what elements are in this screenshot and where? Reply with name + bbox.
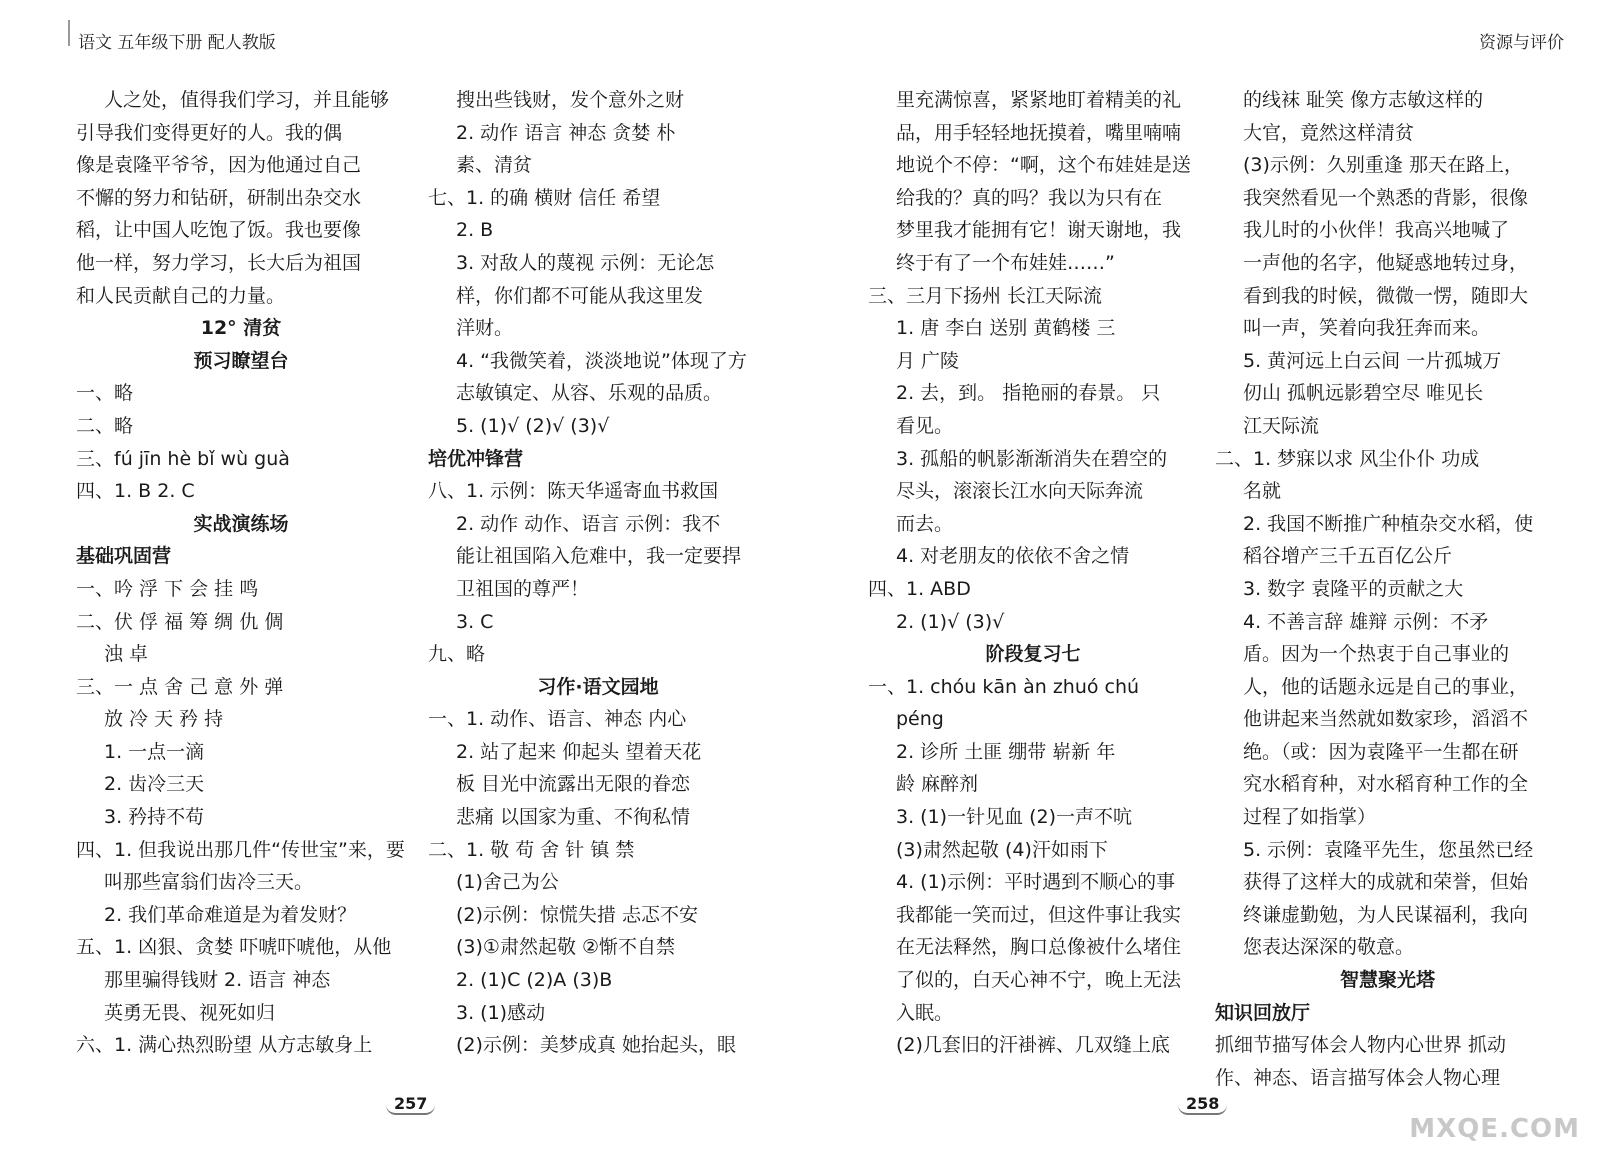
column-4 — [1215, 84, 1560, 1094]
text-line: 一声他的名字，他疑惑地转过身， — [1243, 251, 1529, 274]
text-line: 和人民贡献自己的力量。 — [76, 284, 286, 307]
text-line: 人之处，值得我们学习，并且能够 — [104, 89, 390, 111]
text-line: 作、神态、语言描写体会人物心理 — [1215, 1066, 1501, 1089]
text-line: 里充满惊喜，紧紧地盯着精美的礼 — [896, 89, 1182, 111]
text-line: 他讲起来当然就如数家珍，滔滔不 — [1243, 708, 1529, 731]
page-number-right: 258 — [1178, 1094, 1227, 1115]
text-line: 叫那些富翁们齿冷三天。 — [104, 871, 314, 894]
text-line: 板 目光中流露出无限的眷恋 — [456, 773, 691, 796]
text-line: 七、1. 的确 横财 信任 希望 — [428, 186, 661, 209]
text-line: 三、fú jīn hè bǐ wù guà — [76, 447, 290, 470]
text-line: 终于有了一个布娃娃……” — [896, 251, 1115, 274]
text-line: 12° 清贫 — [200, 317, 282, 340]
text-line: 5. 示例：袁隆平先生，您虽然已经 — [1243, 838, 1534, 861]
column-3 — [868, 84, 1198, 1062]
text-line: 看到我的时候，微微一愣，随即大 — [1243, 284, 1529, 307]
text-line: 2. B — [456, 219, 494, 242]
text-line: 叫一声，笑着向我狂奔而来。 — [1243, 317, 1491, 340]
text-line: 3. (1)感动 — [456, 1001, 546, 1024]
text-line: 抓细节描写体会人物内心世界 抓动 — [1215, 1034, 1507, 1057]
text-line: 志敏镇定、从容、乐观的品质。 — [456, 382, 723, 405]
text-line: 四、1. ABD — [868, 577, 971, 600]
text-line: 阶段复习七 — [985, 643, 1081, 666]
text-line: (3)示例：久别重逢 那天在路上， — [1243, 154, 1523, 177]
text-line: 4. “我微笑着，淡淡地说”体现了方 — [456, 349, 747, 372]
text-line: 过程了如指掌） — [1243, 806, 1377, 829]
text-line: 品，用手轻轻地抚摸着，嘴里喃喃 — [896, 121, 1182, 144]
text-line: 梦里我才能拥有它！谢天谢地，我 — [896, 219, 1182, 242]
text-line: 八、1. 示例：陈天华遥寄血书救国 — [428, 480, 719, 503]
text-line: 月 广陵 — [896, 349, 960, 372]
text-line: (2)示例：惊慌失措 忐忑不安 — [456, 903, 698, 926]
text-line: 3. C — [456, 610, 494, 633]
text-line: 一、吟 浮 下 会 挂 鸣 — [76, 577, 259, 600]
text-line: 九、略 — [428, 643, 486, 666]
text-line: 一、1. chóu kān àn zhuó chú — [868, 675, 1140, 698]
text-line: 放 冷 天 矜 持 — [104, 708, 224, 731]
text-line: 1. 唐 李白 送别 黄鹤楼 三 — [896, 317, 1116, 340]
text-line: 而去。 — [896, 512, 954, 535]
text-line: 2. (1)√ (3)√ — [896, 610, 1005, 633]
text-line: 2. 动作 语言 神态 贪婪 朴 — [456, 121, 676, 144]
text-line: péng — [896, 708, 944, 731]
text-line: 您表达深深的敬意。 — [1243, 936, 1415, 959]
text-line: 2. 诊所 土匪 绷带 崭新 年 — [896, 740, 1116, 763]
text-line: 我儿时的小伙伴！我高兴地喊了 — [1243, 219, 1510, 242]
text-line: 大官，竟然这样清贫 — [1243, 121, 1415, 144]
text-line: 预习瞭望台 — [193, 349, 289, 372]
text-line: (3)①肃然起敬 ②惭不自禁 — [456, 936, 676, 959]
text-line: 人，他的话题永远是自己的事业， — [1243, 675, 1529, 698]
header-divider — [68, 20, 70, 46]
text-line: 基础巩固营 — [76, 545, 172, 568]
text-line: 英勇无畏、视死如归 — [104, 1001, 276, 1024]
text-line: 不懈的努力和钻研，研制出杂交水 — [76, 186, 362, 209]
text-line: (2)示例：美梦成真 她抬起头，眼 — [456, 1034, 736, 1057]
text-line: 二、1. 梦寐以求 风尘仆仆 功成 — [1215, 447, 1480, 470]
text-line: 那里骗得钱财 2. 语言 神态 — [104, 969, 331, 992]
text-line: 尽头，滚滚长江水向天际奔流 — [896, 480, 1144, 503]
text-line: 地说个不停：“啊，这个布娃娃是送 — [896, 154, 1191, 177]
text-line: 卫祖国的尊严！ — [456, 577, 590, 600]
text-line: 2. 我国不断推广种植杂交水稻，使 — [1243, 512, 1534, 535]
text-line: 绝。（或：因为袁隆平一生都在研 — [1243, 740, 1519, 763]
text-line: 六、1. 满心热烈盼望 从方志敏身上 — [76, 1034, 373, 1057]
text-line: 3. (1)一针见血 (2)一声不吭 — [896, 806, 1133, 829]
text-line: 智慧聚光塔 — [1339, 969, 1435, 992]
text-line: 入眠。 — [896, 1001, 954, 1024]
text-line: 二、1. 敬 苟 舍 针 镇 禁 — [428, 838, 635, 861]
text-line: 仞山 孤帆远影碧空尽 唯见长 — [1243, 382, 1484, 405]
column-2 — [428, 84, 768, 1062]
text-line: 搜出些钱财，发个意外之财 — [456, 89, 685, 111]
text-line: 样，你们都不可能从我这里发 — [456, 284, 704, 307]
text-line: 1. 一点一滴 — [104, 740, 205, 763]
text-line: 洋财。 — [456, 317, 514, 340]
text-line: 习作·语文园地 — [537, 675, 659, 698]
text-line: 2. 齿冷三天 — [104, 773, 205, 796]
text-line: 了似的，白天心神不宁，晚上无法 — [896, 969, 1182, 992]
text-line: (2)几套旧的汗褂裤、几双缝上底 — [896, 1034, 1170, 1057]
text-line: 2. 去，到。 指艳丽的春景。 只 — [896, 382, 1161, 405]
text-line: 三、一 点 舍 己 意 外 弹 — [76, 675, 284, 698]
text-line: 2. (1)C (2)A (3)B — [456, 969, 613, 992]
text-line: 浊 卓 — [104, 643, 149, 666]
text-line: (3)肃然起敬 (4)汗如雨下 — [896, 838, 1108, 861]
text-line: 一、略 — [76, 382, 134, 405]
text-line: 究水稻育种，对水稻育种工作的全 — [1243, 773, 1529, 796]
text-line: 我突然看见一个熟悉的背影，很像 — [1243, 186, 1529, 209]
text-line: 稻，让中国人吃饱了饭。我也要像 — [76, 219, 362, 242]
text-line: 3. 孤船的帆影渐渐消失在碧空的 — [896, 447, 1168, 470]
watermark-logo: MXQE.COM — [1409, 1114, 1580, 1144]
text-line: (1)舍己为公 — [456, 871, 559, 894]
text-line: 一、1. 动作、语言、神态 内心 — [428, 708, 687, 731]
text-line: 龄 麻醉剂 — [896, 773, 979, 796]
text-line: 四、1. B 2. C — [76, 480, 195, 503]
text-line: 3. 数字 袁隆平的贡献之大 — [1243, 577, 1464, 600]
text-line: 2. 站了起来 仰起头 望着天花 — [456, 740, 702, 763]
text-line: 引导我们变得更好的人。我的偶 — [76, 121, 343, 144]
column-1 — [76, 84, 406, 1062]
text-line: 三、三月下扬州 长江天际流 — [868, 284, 1103, 307]
text-line: 4. (1)示例：平时遇到不顺心的事 — [896, 871, 1176, 894]
text-line: 素、清贫 — [456, 154, 533, 177]
text-line: 终谦虚勤勉，为人民谋福利，我向 — [1243, 903, 1529, 926]
text-line: 像是袁隆平爷爷，因为他通过自己 — [76, 154, 362, 177]
text-line: 培优冲锋营 — [428, 447, 524, 470]
text-line: 江天际流 — [1243, 414, 1320, 437]
text-line: 知识回放厅 — [1215, 1001, 1311, 1024]
text-line: 给我的？真的吗？我以为只有在 — [896, 186, 1163, 209]
text-line: 2. 动作 动作、语言 示例：我不 — [456, 512, 721, 535]
text-line: 4. 不善言辞 雄辩 示例：不矛 — [1243, 610, 1489, 633]
text-line: 五、1. 凶狠、贪婪 吓唬吓唬他，从他 — [76, 936, 392, 959]
text-line: 盾。因为一个热衷于自己事业的 — [1243, 643, 1510, 666]
text-line: 的线袜 耻笑 像方志敏这样的 — [1243, 89, 1484, 111]
text-line: 悲痛 以国家为重、不徇私情 — [456, 806, 691, 829]
text-line: 二、伏 俘 福 筹 绸 仇 倜 — [76, 610, 284, 633]
text-line: 看见。 — [896, 414, 954, 437]
text-line: 我都能一笑而过，但这件事让我实 — [896, 903, 1182, 926]
text-line: 5. (1)√ (2)√ (3)√ — [456, 414, 610, 437]
text-line: 4. 对老朋友的依依不舍之情 — [896, 545, 1130, 568]
text-line: 5. 黄河远上白云间 一片孤城万 — [1243, 349, 1502, 372]
text-line: 3. 矜持不苟 — [104, 806, 205, 829]
text-line: 能让祖国陷入危难中，我一定要捍 — [456, 545, 742, 568]
header-right-title: 资源与评价 — [1479, 33, 1564, 53]
text-line: 四、1. 但我说出那几件“传世宝”来，要 — [76, 838, 405, 861]
text-line: 获得了这样大的成就和荣誉，但始 — [1243, 871, 1529, 894]
text-line: 3. 对敌人的蔑视 示例：无论怎 — [456, 251, 715, 274]
text-line: 稻谷增产三千五百亿公斤 — [1243, 545, 1453, 568]
text-line: 他一样，努力学习，长大后为祖国 — [76, 251, 362, 274]
header-left-title: 语文 五年级下册 配人教版 — [78, 33, 276, 53]
text-line: 二、略 — [76, 414, 134, 437]
page-number-left: 257 — [386, 1094, 435, 1115]
text-line: 在无法释然，胸口总像被什么堵住 — [896, 936, 1182, 959]
text-line: 实战演练场 — [193, 512, 289, 535]
text-line: 2. 我们革命难道是为着发财？ — [104, 903, 357, 926]
text-line: 名就 — [1243, 480, 1282, 503]
